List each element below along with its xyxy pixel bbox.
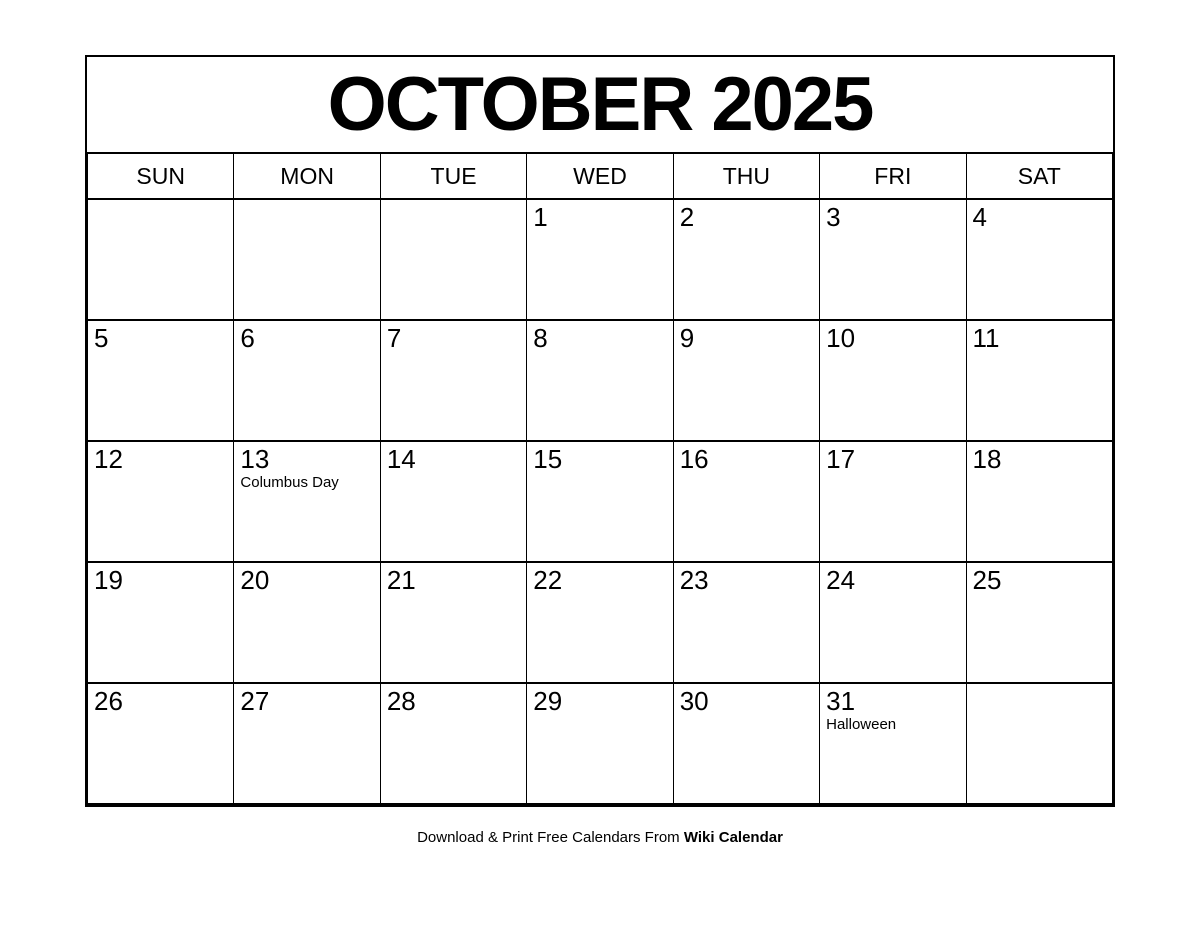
week-row-3: [88, 441, 1113, 562]
day-header-fri: FRI: [820, 153, 966, 199]
day-cell: [527, 320, 673, 441]
day-header-wed: WED: [527, 153, 673, 199]
day-number: 21: [386, 565, 416, 595]
day-number: 31: [826, 686, 856, 716]
day-cell: [966, 320, 1112, 441]
day-cell: [673, 320, 819, 441]
day-cell: [380, 683, 526, 804]
day-number: 22: [533, 565, 563, 595]
day-cell: [88, 320, 234, 441]
day-number: 9: [679, 323, 695, 353]
calendar: [85, 55, 1115, 807]
day-number: 24: [826, 565, 856, 595]
day-cell: [88, 441, 234, 562]
day-cell: [820, 683, 966, 804]
day-number: 11: [972, 323, 1000, 353]
day-number: 28: [386, 686, 416, 716]
day-cell: [380, 320, 526, 441]
day-cell: [966, 683, 1112, 804]
day-cell: [88, 562, 234, 683]
day-cell: [966, 441, 1112, 562]
day-cell: [234, 683, 380, 804]
day-number: 10: [826, 323, 856, 353]
week-row-1: [88, 199, 1113, 320]
day-cell: [673, 562, 819, 683]
day-cell: [88, 199, 234, 320]
day-cell: [820, 441, 966, 562]
day-number: 12: [94, 444, 123, 474]
day-cell: [527, 199, 673, 320]
day-number: 2: [679, 202, 695, 232]
footer-credit: [0, 829, 1200, 846]
day-cell: [820, 562, 966, 683]
day-cell: [673, 199, 819, 320]
day-number: 29: [533, 686, 563, 716]
day-header-mon: MON: [234, 153, 380, 199]
day-cell: [673, 683, 819, 804]
day-cell: [820, 320, 966, 441]
week-row-4: [88, 562, 1113, 683]
week-row-2: [88, 320, 1113, 441]
day-cell: [234, 320, 380, 441]
day-number: 13: [240, 444, 270, 474]
day-header-sun: SUN: [88, 153, 234, 199]
day-cell: [380, 199, 526, 320]
day-cell: [527, 683, 673, 804]
day-cell: [966, 562, 1112, 683]
day-header-sat: SAT: [966, 153, 1112, 199]
footer-brand: Wiki Calendar: [683, 829, 783, 846]
day-cell: [527, 562, 673, 683]
day-number: 23: [679, 565, 709, 595]
day-number: 15: [533, 444, 563, 474]
day-header-thu: THU: [673, 153, 819, 199]
day-number: 16: [679, 444, 709, 474]
day-cell: [380, 562, 526, 683]
day-number: 19: [94, 565, 123, 595]
week-row-5: [88, 683, 1113, 804]
day-number: 30: [679, 686, 709, 716]
day-cell: [380, 441, 526, 562]
day-number: 18: [972, 444, 1002, 474]
day-cell: [234, 562, 380, 683]
day-number: 25: [972, 565, 1002, 595]
day-number: [94, 202, 229, 232]
day-number: [240, 202, 375, 232]
day-cell: [673, 441, 819, 562]
calendar-title: OCTOBER 2025: [327, 62, 873, 147]
day-number: 4: [972, 202, 987, 232]
day-cell: [820, 199, 966, 320]
day-cell: [527, 441, 673, 562]
day-number: 27: [240, 686, 270, 716]
day-cell: [234, 441, 380, 562]
holiday-label: Columbus Day: [240, 474, 339, 491]
day-number: 8: [533, 323, 548, 353]
day-number: 26: [94, 686, 123, 716]
day-number: 14: [386, 444, 416, 474]
day-number: 17: [826, 444, 856, 474]
calendar-grid: [87, 152, 1113, 805]
day-number: 3: [826, 202, 841, 232]
day-cell: [88, 683, 234, 804]
day-number: [973, 686, 1108, 716]
day-header-tue: TUE: [380, 153, 526, 199]
day-cell: [966, 199, 1112, 320]
day-number: 6: [240, 323, 255, 353]
day-number: [387, 202, 522, 232]
weekday-header-row: [88, 153, 1113, 199]
footer-text: Download & Print Free Calendars From: [417, 829, 684, 846]
day-number: 1: [533, 202, 548, 232]
holiday-label: Halloween: [826, 716, 897, 733]
day-number: 5: [94, 323, 109, 353]
day-number: 7: [386, 323, 402, 353]
day-cell: [234, 199, 380, 320]
day-number: 20: [240, 565, 270, 595]
